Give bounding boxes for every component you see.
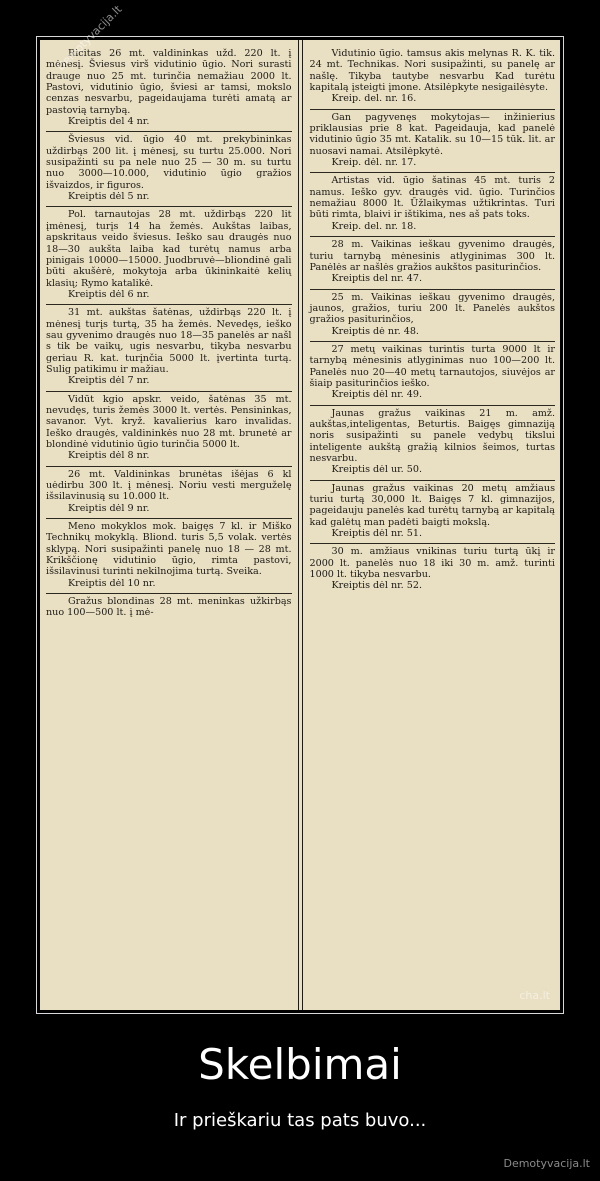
- site-name[interactable]: Demotyvacija.lt: [503, 1157, 590, 1170]
- ad-text: Jaunas gražus vaikinas 20 metų amžiaus turiu turtą 30,000 lt. Baigęs 7 kl. gimnazijos, pageidauju panelės kad turėtų tarnybą ar kapitalą kad galėtų man padėti baigti mokslą.: [309, 482, 555, 528]
- ad-reference: Kreiptis dėl nr. 49.: [331, 389, 423, 401]
- ad-reference: Kreiptis dėl 5 nr.: [68, 191, 150, 203]
- classified-ad: [46, 305, 292, 391]
- watermark-left: Demotyvacija.lt: [54, 2, 125, 74]
- ad-reference: Kreiptis dėl 6 nr.: [68, 288, 150, 300]
- ad-reference: Kreip. del. nr. 18.: [331, 220, 417, 232]
- ad-text: Gražus blondinas 28 mt. meninkas užkirbąs nuo 100—500 lt. į mė-: [46, 596, 292, 619]
- classified-ad: [46, 132, 292, 207]
- ad-text: 27 metų vaikinas turintis turta 9000 lt ir tarnybą mėnesinis atlyginimas nuo 100—200 lt. Panelės nuo 20—40 metų tarnautojos, siuvėjos ar šiaip pasiturinčios ieško.: [309, 343, 555, 389]
- column-divider: [298, 40, 303, 1010]
- ad-text: 28 m. Vaikinas ieškau gyvenimo draugės, turiu tarnybą mėnesinis atlyginimas 300 lt. Panėlės ar našlės gražios aukštos pasiturinčios.: [309, 239, 555, 273]
- ad-text: 30 m. amžiaus vnikinas turiu turtą ūkį ir 2000 lt. panelės nuo 18 iki 30 m. amž. turinti 1000 lt. tikyba nesvarbu.: [309, 546, 555, 581]
- classified-ad: [310, 173, 556, 237]
- ad-text: Artistas vid. ūgio šatinas 45 mt. turis 2 namus. Ieško gyv. draugės vid. ūgio. Turinčios nemažiau 8000 lt. Ūžlaikymas užtikrintas. Turi būti rimta, blaivi ir ištikima, nes aš pats toks.: [309, 175, 555, 221]
- poster-subtitle: Ir prieškariu tas pats buvo...: [173, 1110, 427, 1131]
- left-ad-column: [40, 40, 297, 1010]
- ad-text: Meno mokyklos mok. baigęs 7 kl. ir Miško Technikų mokyklą. Bliond. turis 5,5 volak. vertės sklypą. Nori susipažinti panelę nuo 18 — 28 mt. Krikščionę vidutinio ūgio, rimta pastovi, išsilavinusi turinti nekilnojima turtą. Sveika.: [46, 521, 292, 578]
- ad-reference: Kreip. del. nr. 16.: [331, 93, 417, 105]
- ad-reference: Kreiptis dėl ur. 50.: [331, 464, 423, 476]
- ad-text: Vidūt kgio apskr. veido, šatėnas 35 mt. nevudęs, turis žemės 3000 lt. vertės. Pensininkas, savanor. Vyt. kryž. kavalierius karo invalidas. Ieško draugės, valdininkės nuo 28 mt. brunetė ar blondinė vidutinio ūgio turinčia 5000 lt.: [46, 393, 292, 450]
- poster-title: Skelbimai: [198, 1040, 402, 1089]
- newspaper-clipping: [40, 2, 560, 1010]
- classified-ad: [46, 519, 292, 594]
- classified-ad: [310, 406, 556, 481]
- classified-ad: [310, 46, 556, 110]
- classified-ad: [310, 342, 556, 406]
- classified-ad: [310, 237, 556, 289]
- ad-text: Gan pagyvenęs mokytojas— inžinierius priklausias prie 8 kat. Pageidauja, kad panelė vidutinio ūgio 35 mt. Katalik. su 10—15 tūk. lit. ar nuosavi namai. Atsilėpkytė.: [309, 111, 555, 157]
- ad-text: Jaunas gražus vaikinas 21 m. amž. aukštas,inteligentas, Beturtis. Baigęs gimnaziją noris susipažinti su panele vedybų tikslui inteligente aukštą gražią kilnios šeimos, turtas nesvarbu.: [309, 407, 555, 464]
- ad-reference: Kreip. dėl. nr. 17.: [331, 157, 417, 169]
- right-ad-column: [304, 40, 561, 1010]
- ad-text: Pol. tarnautojas 28 mt. uždirbąs 220 lit įmėnesį, turįs 14 ha žemės. Aukštas laibas, apskritaus veido šviesus. Ieško sau draugės nuo 18—30 aukšta laiba kad turėtų namus arba pinigais 10000—15000. Juodbruvė—bliondinė gali būti akušėrė, mokytoja arba ūkininkaitė kelių klasių; Rymo katalikė.: [46, 209, 292, 289]
- ad-text: Šviesus vid. ūgio 40 mt. prekybininkas uždirbąs 200 lit. į mėnesį, su turtu 25.000. Nori susipažinti su pa nele nuo 25 — 30 m. su turtu nuo 3000—10.000, vidutinio ūgio gražios išvaizdos, ir figuros.: [46, 134, 292, 191]
- classified-ad: [46, 46, 292, 132]
- ad-reference: Kreiptis dė nr. 48.: [331, 325, 419, 337]
- classified-ad: [310, 290, 556, 342]
- classified-ad: [46, 594, 292, 623]
- ad-reference: Kreiptis dėl 9 nr.: [68, 502, 150, 514]
- ad-reference: Kreiptis dėl 10 nr.: [68, 577, 156, 589]
- watermark-right: cha.lt: [519, 989, 550, 1002]
- ad-text: 26 mt. Valdininkas brunėtas išėjas 6 kl uėdirbu 300 lt. į mėnesį. Noriu vesti merguželę išsilavinusią su 10.000 lt.: [46, 468, 292, 503]
- ad-text: Ricitas 26 mt. valdininkas užd. 220 lt. į mėnesį. Šviesus virš vidutinio ūgio. Nori surasti drauge nuo 25 mt. turinčia nemažiau 2000 lt. Pastovi, vidutinio ūgio, šviesi ar tamsi, mokslo cenzas nesvarbu, pageidaujama turėti amatą ar pastovią tarnybą.: [46, 48, 292, 116]
- classified-ad: [310, 481, 556, 545]
- ad-reference: Kreiptis dėl nr. 51.: [331, 528, 423, 540]
- classified-ad: [46, 392, 292, 467]
- ad-reference: Kreiptis dėl 7 nr.: [68, 375, 150, 387]
- ad-reference: Kreiptis del nr. 47.: [331, 273, 423, 285]
- photo-frame: [36, 2, 564, 1014]
- ad-reference: Kreiptis dėl nr. 52.: [331, 580, 423, 592]
- classified-ad: [310, 544, 556, 595]
- ad-text: Vidutinio ūgio. tamsus akis melynas R. K. tik. 24 mt. Technikas. Nori susipažinti, su panelę ar našlę. Tikyba tautybe nesvarbu Kad turėtu kapitalą įsteigti įmone. Atsilėpkyte nesigailėsyte.: [309, 48, 555, 94]
- ad-reference: Kreiptis del 4 nr.: [68, 116, 150, 128]
- classified-ad: [46, 467, 292, 519]
- ad-text: 25 m. Vaikinas ieškau gyvenimo draugės, jaunos, gražios, turiu 200 lt. Panelės aukštos gražios pasiturinčios,: [309, 291, 555, 326]
- classified-ad: [46, 207, 292, 305]
- classified-ad: [310, 110, 556, 174]
- ad-text: 31 mt. aukštas šatėnas, uždirbąs 220 lt. į mėnesį turįs turtą, 35 ha žemės. Nevedęs, ieško sau gyvenimo draugės nuo 18—35 panelės ar našl s tik be vaikų, ugis nesvarbu, tikyba nesvarbu geriau R. kat. turįnčia 5000 lt. įvertinta turtą. Sulig patikimu ir mažiau.: [46, 307, 292, 375]
- ad-reference: Kreiptis dėl 8 nr.: [68, 450, 150, 462]
